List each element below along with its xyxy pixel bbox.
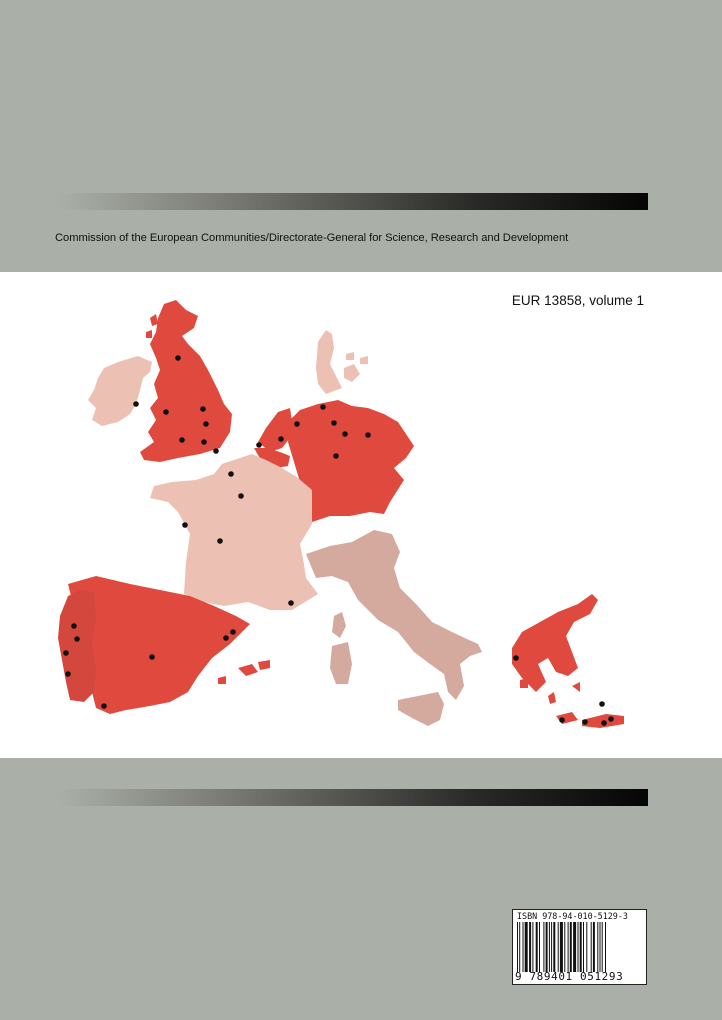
barcode-bar [523, 922, 524, 972]
map-balearic [218, 660, 270, 684]
map-italy [306, 530, 482, 700]
map-portugal [58, 590, 96, 702]
barcode-bar [517, 922, 518, 972]
location-dot-icon [365, 432, 371, 438]
location-dot-icon [74, 636, 80, 642]
barcode-bars [517, 922, 643, 972]
barcode-bar [536, 922, 538, 972]
location-dot-icon [223, 635, 229, 641]
barcode-bar [560, 922, 563, 972]
location-dot-icon [601, 720, 607, 726]
barcode-bar [539, 922, 540, 972]
europe-map [0, 272, 722, 758]
report-number: EUR 13858, volume 1 [511, 293, 644, 308]
map-sardinia [330, 642, 352, 684]
barcode-digits: 9 789401 051293 [515, 970, 624, 983]
location-dot-icon [608, 716, 614, 722]
location-dot-icon [133, 401, 139, 407]
barcode-bar [525, 922, 528, 972]
location-dot-icon [559, 717, 565, 723]
barcode-bar [546, 922, 548, 972]
location-dot-icon [65, 671, 71, 677]
publisher-line: Commission of the European Communities/Directorate-General for Science, Research and Development [55, 232, 569, 244]
location-dot-icon [288, 600, 294, 606]
barcode-bar [549, 922, 550, 972]
location-dot-icon [213, 448, 219, 454]
barcode-bar [605, 922, 606, 972]
location-dot-icon [63, 650, 69, 656]
barcode-bar [570, 922, 572, 972]
barcode-bar [529, 922, 531, 972]
barcode-bar [593, 922, 595, 972]
location-dot-icon [230, 629, 236, 635]
location-dot-icon [182, 522, 188, 528]
map-france [150, 454, 318, 610]
location-dot-icon [201, 439, 207, 445]
map-greece [512, 594, 598, 692]
location-dot-icon [256, 442, 262, 448]
barcode-bar [553, 922, 555, 972]
location-dot-icon [342, 431, 348, 437]
barcode-bar [551, 922, 552, 972]
barcode-bar [568, 922, 569, 972]
location-dot-icon [331, 420, 337, 426]
barcode-label [512, 909, 647, 985]
barcode-bar [602, 922, 603, 972]
map-sicily [398, 692, 444, 726]
barcode-bar [543, 922, 544, 972]
location-dot-icon [200, 406, 206, 412]
barcode-bar [583, 922, 584, 972]
barcode-bar [532, 922, 533, 972]
barcode-bar [564, 922, 565, 972]
location-dot-icon [217, 538, 223, 544]
bottom-gradient-bar [58, 789, 648, 806]
barcode-bar [580, 922, 582, 972]
map-denmark [316, 330, 342, 394]
top-gradient-bar [58, 193, 648, 210]
barcode-bar [600, 922, 601, 972]
map-ireland [88, 356, 152, 426]
barcode-bar [558, 922, 559, 972]
location-dot-icon [238, 493, 244, 499]
location-dot-icon [278, 436, 284, 442]
location-dot-icon [175, 355, 181, 361]
map-danish-islands [344, 352, 368, 382]
barcode-bar [586, 922, 587, 972]
location-dot-icon [320, 404, 326, 410]
barcode-bar [591, 922, 592, 972]
location-dot-icon [333, 453, 339, 459]
location-dot-icon [599, 701, 605, 707]
map-netherlands [258, 408, 292, 452]
map-corsica [332, 612, 346, 638]
location-dot-icon [294, 421, 300, 427]
barcode-bar [519, 922, 520, 972]
location-dot-icon [203, 421, 209, 427]
location-dot-icon [582, 719, 588, 725]
isbn-text: ISBN 978-94-010-5129-3 [517, 911, 628, 921]
location-dot-icon [163, 409, 169, 415]
location-dot-icon [71, 623, 77, 629]
barcode-bar [578, 922, 579, 972]
location-dot-icon [513, 655, 519, 661]
location-dot-icon [149, 654, 155, 660]
location-dot-icon [179, 437, 185, 443]
location-dot-icon [101, 703, 107, 709]
barcode-bar [597, 922, 598, 972]
location-dot-icon [228, 471, 234, 477]
barcode-bar [573, 922, 576, 972]
